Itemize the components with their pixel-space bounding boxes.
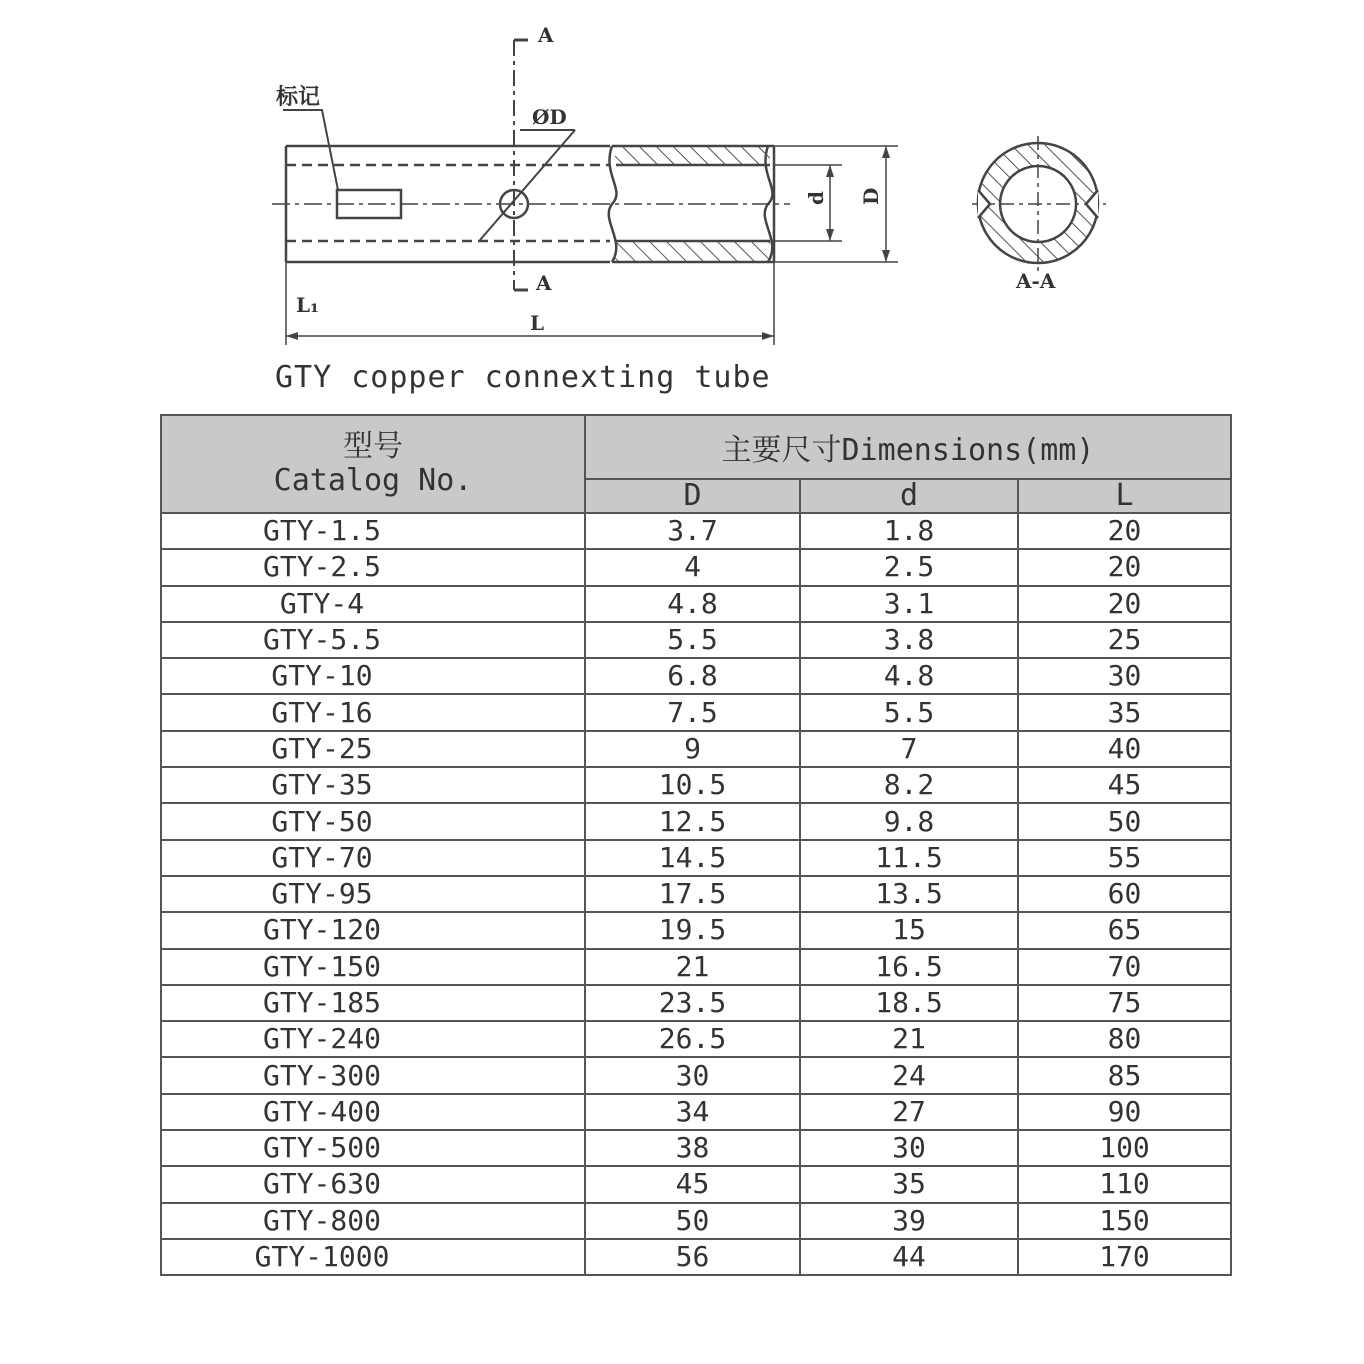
outer-diameter-cell: 45 [585, 1166, 800, 1202]
table-row [161, 549, 1231, 585]
inner-diameter-cell: 39 [800, 1203, 1018, 1239]
table-row [161, 912, 1231, 948]
table-row [161, 658, 1231, 694]
outer-diameter-cell: 23.5 [585, 985, 800, 1021]
outer-diameter-cell: 19.5 [585, 912, 800, 948]
catalog-cell [161, 949, 585, 985]
catalog-cell [161, 1130, 585, 1166]
table-row [161, 1021, 1231, 1057]
inner-diameter-cell: 9.8 [800, 803, 1018, 839]
table-row [161, 985, 1231, 1021]
inner-diameter-cell: 44 [800, 1239, 1018, 1275]
table-row [161, 1130, 1231, 1166]
inner-diameter-cell: 11.5 [800, 840, 1018, 876]
catalog-number: GTY-800 [262, 1203, 381, 1237]
catalog-number: GTY-2.5 [262, 550, 381, 584]
table-row [161, 1057, 1231, 1093]
length-cell: 20 [1018, 549, 1231, 585]
table-row [161, 1239, 1231, 1275]
catalog-number: GTY-35 [271, 768, 373, 802]
column-header-D: D [585, 479, 800, 513]
length-cell: 100 [1018, 1130, 1231, 1166]
table-row [161, 622, 1231, 658]
inner-diameter-cell: 3.1 [800, 586, 1018, 622]
table-row [161, 767, 1231, 803]
length-cell: 90 [1018, 1094, 1231, 1130]
length-cell: 50 [1018, 803, 1231, 839]
catalog-number: GTY-120 [262, 913, 381, 947]
inner-diameter-cell: 18.5 [800, 985, 1018, 1021]
mark-label: 标记 [276, 84, 321, 110]
length-cell: 60 [1018, 876, 1231, 912]
outer-diameter-cell: 17.5 [585, 876, 800, 912]
table-body [161, 513, 1231, 1275]
length-cell: 80 [1018, 1021, 1231, 1057]
inner-diameter-cell: 24 [800, 1057, 1018, 1093]
section-view [972, 136, 1106, 272]
inner-diameter-cell: 21 [800, 1021, 1018, 1057]
inner-diameter-cell: 16.5 [800, 949, 1018, 985]
table-row [161, 1203, 1231, 1239]
catalog-cell [161, 658, 585, 694]
outer-diameter-cell: 4 [585, 549, 800, 585]
dimensions-table [160, 414, 1232, 1276]
outer-diameter-cell: 4.8 [585, 586, 800, 622]
length-cell: 40 [1018, 731, 1231, 767]
catalog-number: GTY-5.5 [262, 623, 381, 657]
catalog-number: GTY-150 [262, 949, 381, 983]
table-row [161, 1094, 1231, 1130]
catalog-cell [161, 694, 585, 730]
catalog-number: GTY-4 [279, 586, 365, 620]
section-label-bottom: A [536, 271, 552, 295]
inner-diameter-cell: 5.5 [800, 694, 1018, 730]
catalog-cell [161, 912, 585, 948]
catalog-cell [161, 1203, 585, 1239]
column-header-L: L [1018, 479, 1231, 513]
catalog-number: GTY-240 [262, 1022, 381, 1056]
inner-diameter-cell: 3.8 [800, 622, 1018, 658]
outer-diameter-cell: 38 [585, 1130, 800, 1166]
catalog-cell [161, 1057, 585, 1093]
catalog-number: GTY-95 [271, 877, 373, 911]
table-row [161, 694, 1231, 730]
length-cell: 110 [1018, 1166, 1231, 1202]
outer-diameter-cell: 21 [585, 949, 800, 985]
drawing-caption: GTY copper connexting tube [275, 360, 771, 395]
catalog-cell [161, 731, 585, 767]
outer-diameter-cell: 9 [585, 731, 800, 767]
length-cell: 85 [1018, 1057, 1231, 1093]
catalog-number: GTY-185 [262, 986, 381, 1019]
catalog-number: GTY-1.5 [262, 514, 381, 548]
inner-diameter-label: d [804, 191, 828, 205]
catalog-number: GTY-16 [271, 695, 373, 729]
table-row [161, 840, 1231, 876]
outer-diameter-cell: 26.5 [585, 1021, 800, 1057]
catalog-number: GTY-25 [271, 731, 373, 765]
catalog-cell [161, 586, 585, 622]
length-label: L [530, 311, 545, 335]
catalog-header-cn: 型号 [343, 429, 403, 464]
catalog-number: GTY-70 [271, 840, 373, 874]
column-header-d: d [800, 479, 1018, 513]
inner-diameter-cell: 7 [800, 731, 1018, 767]
catalog-cell [161, 876, 585, 912]
length-cell: 70 [1018, 949, 1231, 985]
inner-diameter-cell: 1.8 [800, 513, 1018, 549]
table-row [161, 586, 1231, 622]
catalog-number: GTY-630 [262, 1167, 381, 1201]
technical-drawing [0, 0, 1364, 410]
length-cell: 30 [1018, 658, 1231, 694]
catalog-cell [161, 1094, 585, 1130]
length-cell: 20 [1018, 586, 1231, 622]
table-row [161, 731, 1231, 767]
length-l1-label: L₁ [296, 293, 319, 317]
hole-diameter-label: ØD [532, 105, 567, 129]
table-row [161, 949, 1231, 985]
length-cell: 45 [1018, 767, 1231, 803]
outer-diameter-cell: 7.5 [585, 694, 800, 730]
section-label-top: A [538, 23, 554, 47]
table-row [161, 1166, 1231, 1202]
inner-diameter-cell: 8.2 [800, 767, 1018, 803]
section-view-label: A-A [1016, 269, 1056, 293]
catalog-number: GTY-10 [271, 659, 373, 693]
outer-diameter-cell: 50 [585, 1203, 800, 1239]
outer-diameter-label: D [859, 187, 883, 205]
table-row [161, 876, 1231, 912]
outer-diameter-cell: 3.7 [585, 513, 800, 549]
catalog-header-en: Catalog No. [273, 463, 473, 498]
inner-diameter-cell: 2.5 [800, 549, 1018, 585]
catalog-cell [161, 549, 585, 585]
outer-diameter-cell: 56 [585, 1239, 800, 1275]
outer-diameter-cell: 10.5 [585, 767, 800, 803]
length-cell: 25 [1018, 622, 1231, 658]
outer-diameter-cell: 14.5 [585, 840, 800, 876]
table-row [161, 513, 1231, 549]
catalog-cell [161, 1021, 585, 1057]
catalog-header [161, 415, 585, 513]
catalog-cell [161, 1166, 585, 1202]
length-cell: 150 [1018, 1203, 1231, 1239]
table-row [161, 803, 1231, 839]
outer-diameter-cell: 12.5 [585, 803, 800, 839]
dimensions-header: 主要尺寸Dimensions(mm) [585, 415, 1231, 479]
catalog-number: GTY-500 [262, 1131, 381, 1165]
length-cell: 170 [1018, 1239, 1231, 1275]
catalog-cell [161, 513, 585, 549]
catalog-cell [161, 1239, 585, 1275]
length-cell: 75 [1018, 985, 1231, 1021]
outer-diameter-cell: 34 [585, 1094, 800, 1130]
length-cell: 20 [1018, 513, 1231, 549]
inner-diameter-cell: 15 [800, 912, 1018, 948]
outer-diameter-cell: 30 [585, 1057, 800, 1093]
inner-diameter-cell: 30 [800, 1130, 1018, 1166]
catalog-cell [161, 985, 585, 1021]
catalog-cell [161, 767, 585, 803]
length-cell: 55 [1018, 840, 1231, 876]
inner-diameter-cell: 35 [800, 1166, 1018, 1202]
catalog-cell [161, 803, 585, 839]
inner-diameter-cell: 13.5 [800, 876, 1018, 912]
length-cell: 35 [1018, 694, 1231, 730]
catalog-number: GTY-1000 [254, 1240, 390, 1274]
catalog-number: GTY-50 [271, 804, 373, 838]
catalog-cell [161, 622, 585, 658]
inner-diameter-cell: 27 [800, 1094, 1018, 1130]
outer-diameter-cell: 5.5 [585, 622, 800, 658]
catalog-number: GTY-300 [262, 1058, 381, 1092]
outer-diameter-cell: 6.8 [585, 658, 800, 694]
catalog-cell [161, 840, 585, 876]
inner-diameter-cell: 4.8 [800, 658, 1018, 694]
catalog-number: GTY-400 [262, 1094, 381, 1128]
length-cell: 65 [1018, 912, 1231, 948]
